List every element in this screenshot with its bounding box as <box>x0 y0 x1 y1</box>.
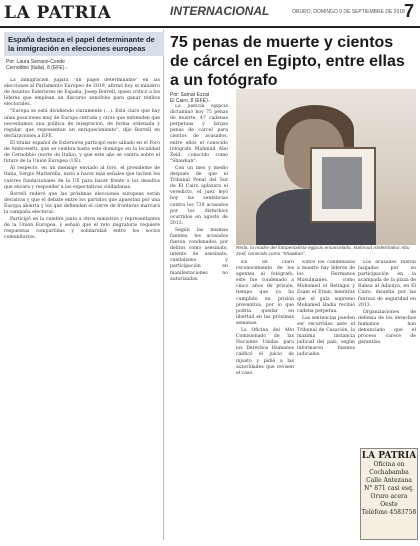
main-article-byline <box>170 92 230 104</box>
page-number: 7 <box>403 1 414 21</box>
advert-line: Oficina en <box>373 461 405 468</box>
main-byline-place: El Cairo, 8 (EFE).- <box>170 98 211 104</box>
advert-line: Teléfono 4583758 <box>361 509 417 516</box>
left-paragraph: El titular español de Exteriores participó este sábado en el Foro de Ambrosetti, que se celebra hasta este domingo en la localidad de Cernobbio (norte de Italia), y que este año se centra sobre el futuro de la Unión Europea (UE). <box>4 140 160 165</box>
main-paragraph: La justicia egipcia dictaminó hoy 75 penas de muerte, 47 cadenas perpetuas y largas penas de cárcel para cientos de acusados, entre ellos el conocido fotógrafo Mahmud Abu Zeid, conocido como "Shawkan". <box>170 104 228 164</box>
main-article-headline: 75 penas de muerte y cientos de cárcel en Egipto, entre ellas a un fotógrafo <box>170 34 405 89</box>
newspaper-logo: LA PATRIA <box>4 3 112 23</box>
left-article-body <box>4 78 160 538</box>
left-paragraph: Borrell reiteró que las próximas elecciones europeas serán decisivas y que el debate entre los partidos que apuestan por una Europa abierta y los que defienden el cierre de fronteras marcará la campaña electoral. <box>4 191 160 215</box>
main-paragraph: Con un mes y medio después de que el Tribunal Penal del Sur de El Cairo aplazara el veredicto, el juez leyó hoy las sentencias contra los 739 acusados por los disturbios ocurridos en agosto de 2013. <box>170 165 228 226</box>
advert-line: Oeste <box>380 501 398 508</box>
column-divider <box>163 30 164 540</box>
main-article-column-1 <box>170 104 228 540</box>
left-paragraph: Participó en la cumbre junto a otros ministros y representantes de la Unión Europea, y señaló que el reto migratorio requiere respuestas compartidas y solidaridad entre los socios comunitarios. <box>4 217 160 241</box>
main-paragraph: La Oficina del Alto Comisionado de las Naciones Unidas para los Derechos Humanos calificó el juicio de injusto y pidió a las autoridades que revisen el caso. <box>236 328 294 376</box>
advert-line: Calle Antezana <box>366 477 412 484</box>
photo-held-portrait <box>310 147 376 223</box>
advert-title: LA PATRIA <box>361 451 417 461</box>
advert-line: Oruro acera <box>370 493 408 500</box>
main-paragraph: Entre los condenados a muerte hay líderes de los Hermanos Musulmanes, como Mohamed el Beltagui y Esam el Erian, mientras que el guía supremo Mohamed Badía recibió cadena perpetua. <box>297 260 355 314</box>
section-title: INTERNACIONAL <box>170 4 270 18</box>
office-advert <box>360 448 418 540</box>
main-paragraph: Las sentencias pueden ser recurridas ante el Tribunal de Casación, la máxima instancia judicial del país, según informaron fuentes judiciales. <box>297 315 355 358</box>
left-paragraph: "Europa se está dividiendo claramente (...). Está claro que hay unas posiciones muy de Europa cerrada y otras que entienden que necesitamos una política de integración, de forma ordenada y regular, que representan un enriquecimiento", dijo Borrell en declaraciones a EFE. <box>4 109 160 139</box>
left-article-byline <box>6 59 156 71</box>
main-paragraph: Según las mismas fuentes, los acusados fueron condenados por delitos como asesinato, intento de asesinato, vandalismo y participación en manifestaciones no autorizadas. <box>170 227 228 282</box>
left-byline-author: Por: Laura Serrano-Conde <box>6 59 65 65</box>
left-paragraph: Al respecto, en un mensaje enviado al foro, el presidente de Italia, Sergio Mattarella, instó a hacer más señales que luchen los valores fundacionales de la UE para hacer frente a los desafíos que encara y responder a las expectativas ciudadanas. <box>4 166 160 190</box>
dateline: ORURO, DOMINGO 9 DE SEPTIEMBRE DE 2018 <box>292 9 405 15</box>
main-paragraph: Organizaciones de defensa de los derechos humanos han denunciado que el proceso carece de garantías. <box>358 309 416 346</box>
left-paragraph: La inmigración jugará "un papel determinante" en las elecciones al Parlamento Europeo de 2019, afirmó hoy el ministro de Asuntos Exteriores de España, Josep Borrell, quien criticó a los líderes que emplean un discurso xenófobo para ganar réditos electorales. <box>4 78 160 108</box>
photo-caption: Reda, la madre del fotoperiodista egipcio encarcelado, Mahmud Abdelshakur Abu Zeid, conocido como "Shawkan". <box>236 246 410 257</box>
main-article-column-4 <box>358 260 416 446</box>
advert-line: N° 871 casi esq. <box>364 485 414 492</box>
advert-line: Cochabamba <box>369 469 409 476</box>
main-byline-author: Por: Samar Ezzat <box>170 92 210 98</box>
main-paragraph: Los acusados fueron juzgados por su participación en la acampada de la plaza de Rabea al Adauiya, en El Cairo, disuelta por las fuerzas de seguridad en 2013. <box>358 260 416 308</box>
main-article-column-2 <box>236 260 294 540</box>
main-article-column-3 <box>297 260 355 540</box>
article-photo <box>236 89 416 245</box>
page-header <box>0 0 420 28</box>
left-byline-place: Cernobbio (Italia), 8 (EFE).- <box>6 65 68 71</box>
left-article-headline: España destaca el papel determinante de la inmigración en elecciones europeas <box>4 32 164 56</box>
main-paragraph: En un claro reconocimiento de los agentes al fotógrafo, este fue condenado a cinco años de prisión, tiempo que ya ha cumplido en prisión preventiva, por lo que podría quedar en libertad en las próximas semanas. <box>236 260 294 326</box>
